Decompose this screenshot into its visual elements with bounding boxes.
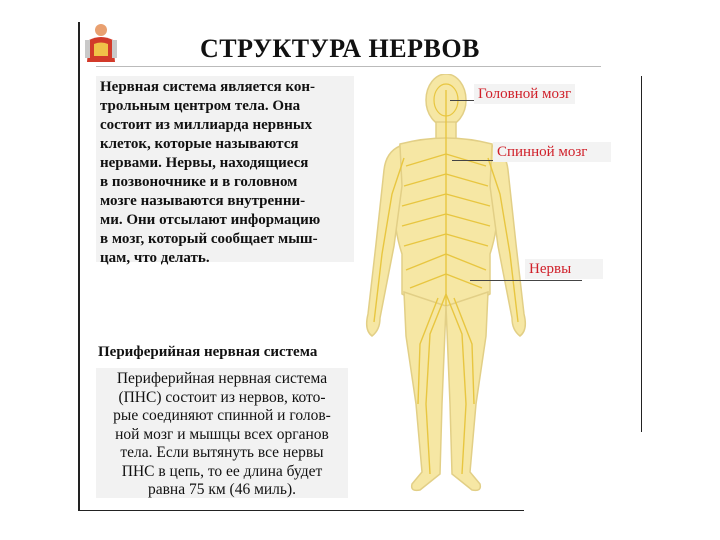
intro-text-block — [96, 76, 354, 266]
text-line: тела. Если вытянуть все нервы — [120, 444, 324, 461]
nerves-label: Нервы — [525, 259, 603, 279]
bottom-frame-rule — [78, 510, 524, 511]
text-line: клеток, которые называются — [100, 136, 299, 152]
page-title: СТРУКТУРА НЕРВОВ — [200, 34, 480, 63]
spinal-cord-label: Спинной мозг — [493, 142, 611, 162]
text-line: трольным центром тела. Она — [100, 98, 301, 114]
text-line: (ПНС) состоит из нервов, кото- — [118, 388, 326, 406]
text-line: Периферийная нервная система — [116, 370, 328, 387]
text-line: в мозг, который сообщает мыш- — [100, 231, 318, 247]
text-line: в позвоночнике и в головном — [100, 174, 298, 190]
text-line: нервами. Нервы, находящиеся — [100, 155, 309, 171]
nerves-leader-line — [470, 280, 582, 281]
text-line: равна 75 км (46 миль). — [147, 481, 297, 498]
text-line: Нервная система является кон- — [100, 79, 315, 95]
nervous-system-illustration — [350, 74, 540, 503]
brain-label: Головной мозг — [474, 84, 575, 104]
text-line: цам, что делать. — [100, 250, 210, 266]
title-divider — [96, 66, 601, 67]
text-line: рые соединяют спинной и голов- — [113, 407, 331, 424]
text-line: состоит из миллиарда нервных — [100, 117, 313, 133]
pns-text-block — [96, 368, 348, 498]
left-frame-rule — [78, 22, 80, 510]
text-line: ми. Они отсылают информацию — [100, 212, 321, 228]
pns-heading: Периферийная нервная система — [98, 344, 318, 360]
text-line: ной мозг и мышцы всех органов — [115, 425, 329, 443]
text-line: ПНС в цепь, то ее длина будет — [121, 462, 323, 480]
right-frame-rule — [641, 76, 642, 432]
text-line: мозге называются внутренни- — [100, 193, 306, 209]
